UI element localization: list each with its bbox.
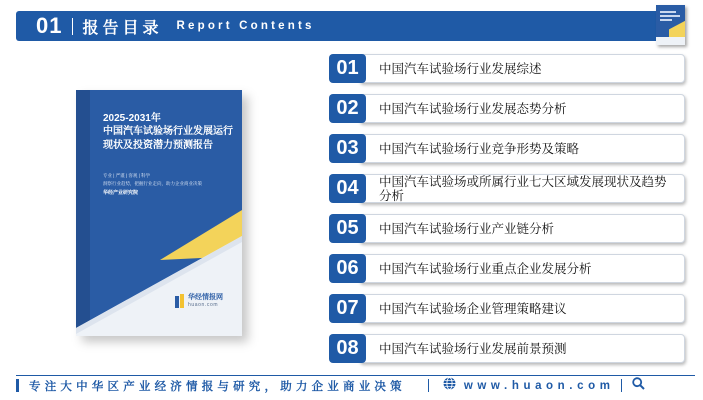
footer-divider: [428, 379, 429, 392]
cover-title: 中国汽车试验场行业发展运行现状及投资潜力预测报告: [103, 126, 233, 151]
toc-item-number: 07: [329, 294, 366, 323]
toc-item-number: 04: [329, 174, 366, 203]
toc-item-label: 中国汽车试验场行业重点企业发展分析: [379, 261, 592, 276]
section-subtitle: Report Contents: [176, 20, 315, 32]
toc-item-label: 中国汽车试验场行业产业链分析: [379, 221, 555, 236]
cover-year: 2025-2031年: [103, 113, 161, 124]
logo-icon: [175, 294, 185, 308]
toc-item-number: 01: [329, 54, 366, 83]
header-divider: [72, 18, 73, 35]
section-number: 01: [36, 13, 63, 38]
toc-item-number: 02: [329, 94, 366, 123]
toc-item[interactable]: [329, 294, 685, 323]
website-link[interactable]: www.huaon.com: [463, 379, 615, 392]
toc-item[interactable]: [329, 94, 685, 123]
logo-url: huaon.com: [188, 302, 219, 308]
toc-item-label: 中国汽车试验场行业竞争形势及策略: [379, 141, 580, 156]
search-icon[interactable]: [632, 377, 645, 395]
report-thumbnail: [656, 5, 685, 45]
toc-item-number: 06: [329, 254, 366, 283]
cover-tags: 专业 | 严谨 | 客观 | 科学: [103, 173, 151, 178]
toc-item-number: 03: [329, 134, 366, 163]
footer-slogan: 专注大中华区产业经济情报与研究，助力企业商业决策: [29, 380, 406, 393]
publisher-logo: [175, 294, 223, 308]
toc-item-label: 中国汽车试验场企业管理策略建议: [379, 301, 567, 316]
globe-icon: [443, 377, 456, 395]
toc-item[interactable]: [329, 214, 685, 243]
toc-item[interactable]: [329, 334, 685, 363]
section-header: [16, 11, 679, 41]
toc-item-label: 中国汽车试验场行业发展态势分析: [379, 101, 567, 116]
report-cover: [76, 90, 242, 336]
toc-item-number: 05: [329, 214, 366, 243]
toc-item-label: 中国汽车试验场行业发展前景预测: [379, 341, 567, 356]
cover-tagline: 洞察行业趋势，把握行业走向，助力企业商业决策: [103, 181, 202, 186]
footer-accent: [16, 379, 19, 392]
toc-item-number: 08: [329, 334, 366, 363]
toc-item[interactable]: [329, 54, 685, 83]
toc-item[interactable]: [329, 134, 685, 163]
toc-item-label: 中国汽车试验场或所属行业七大区域发展现状及趋势分析: [379, 174, 667, 203]
section-title: 报告目录: [82, 19, 163, 37]
logo-name: 华经情报网: [188, 294, 223, 301]
footer-divider: [621, 379, 622, 392]
toc-item-label: 中国汽车试验场行业发展综述: [379, 61, 542, 76]
cover-publisher: 华经产业研究院: [103, 190, 139, 196]
footer: [16, 375, 695, 395]
toc-item[interactable]: [329, 174, 685, 203]
toc-item[interactable]: [329, 254, 685, 283]
